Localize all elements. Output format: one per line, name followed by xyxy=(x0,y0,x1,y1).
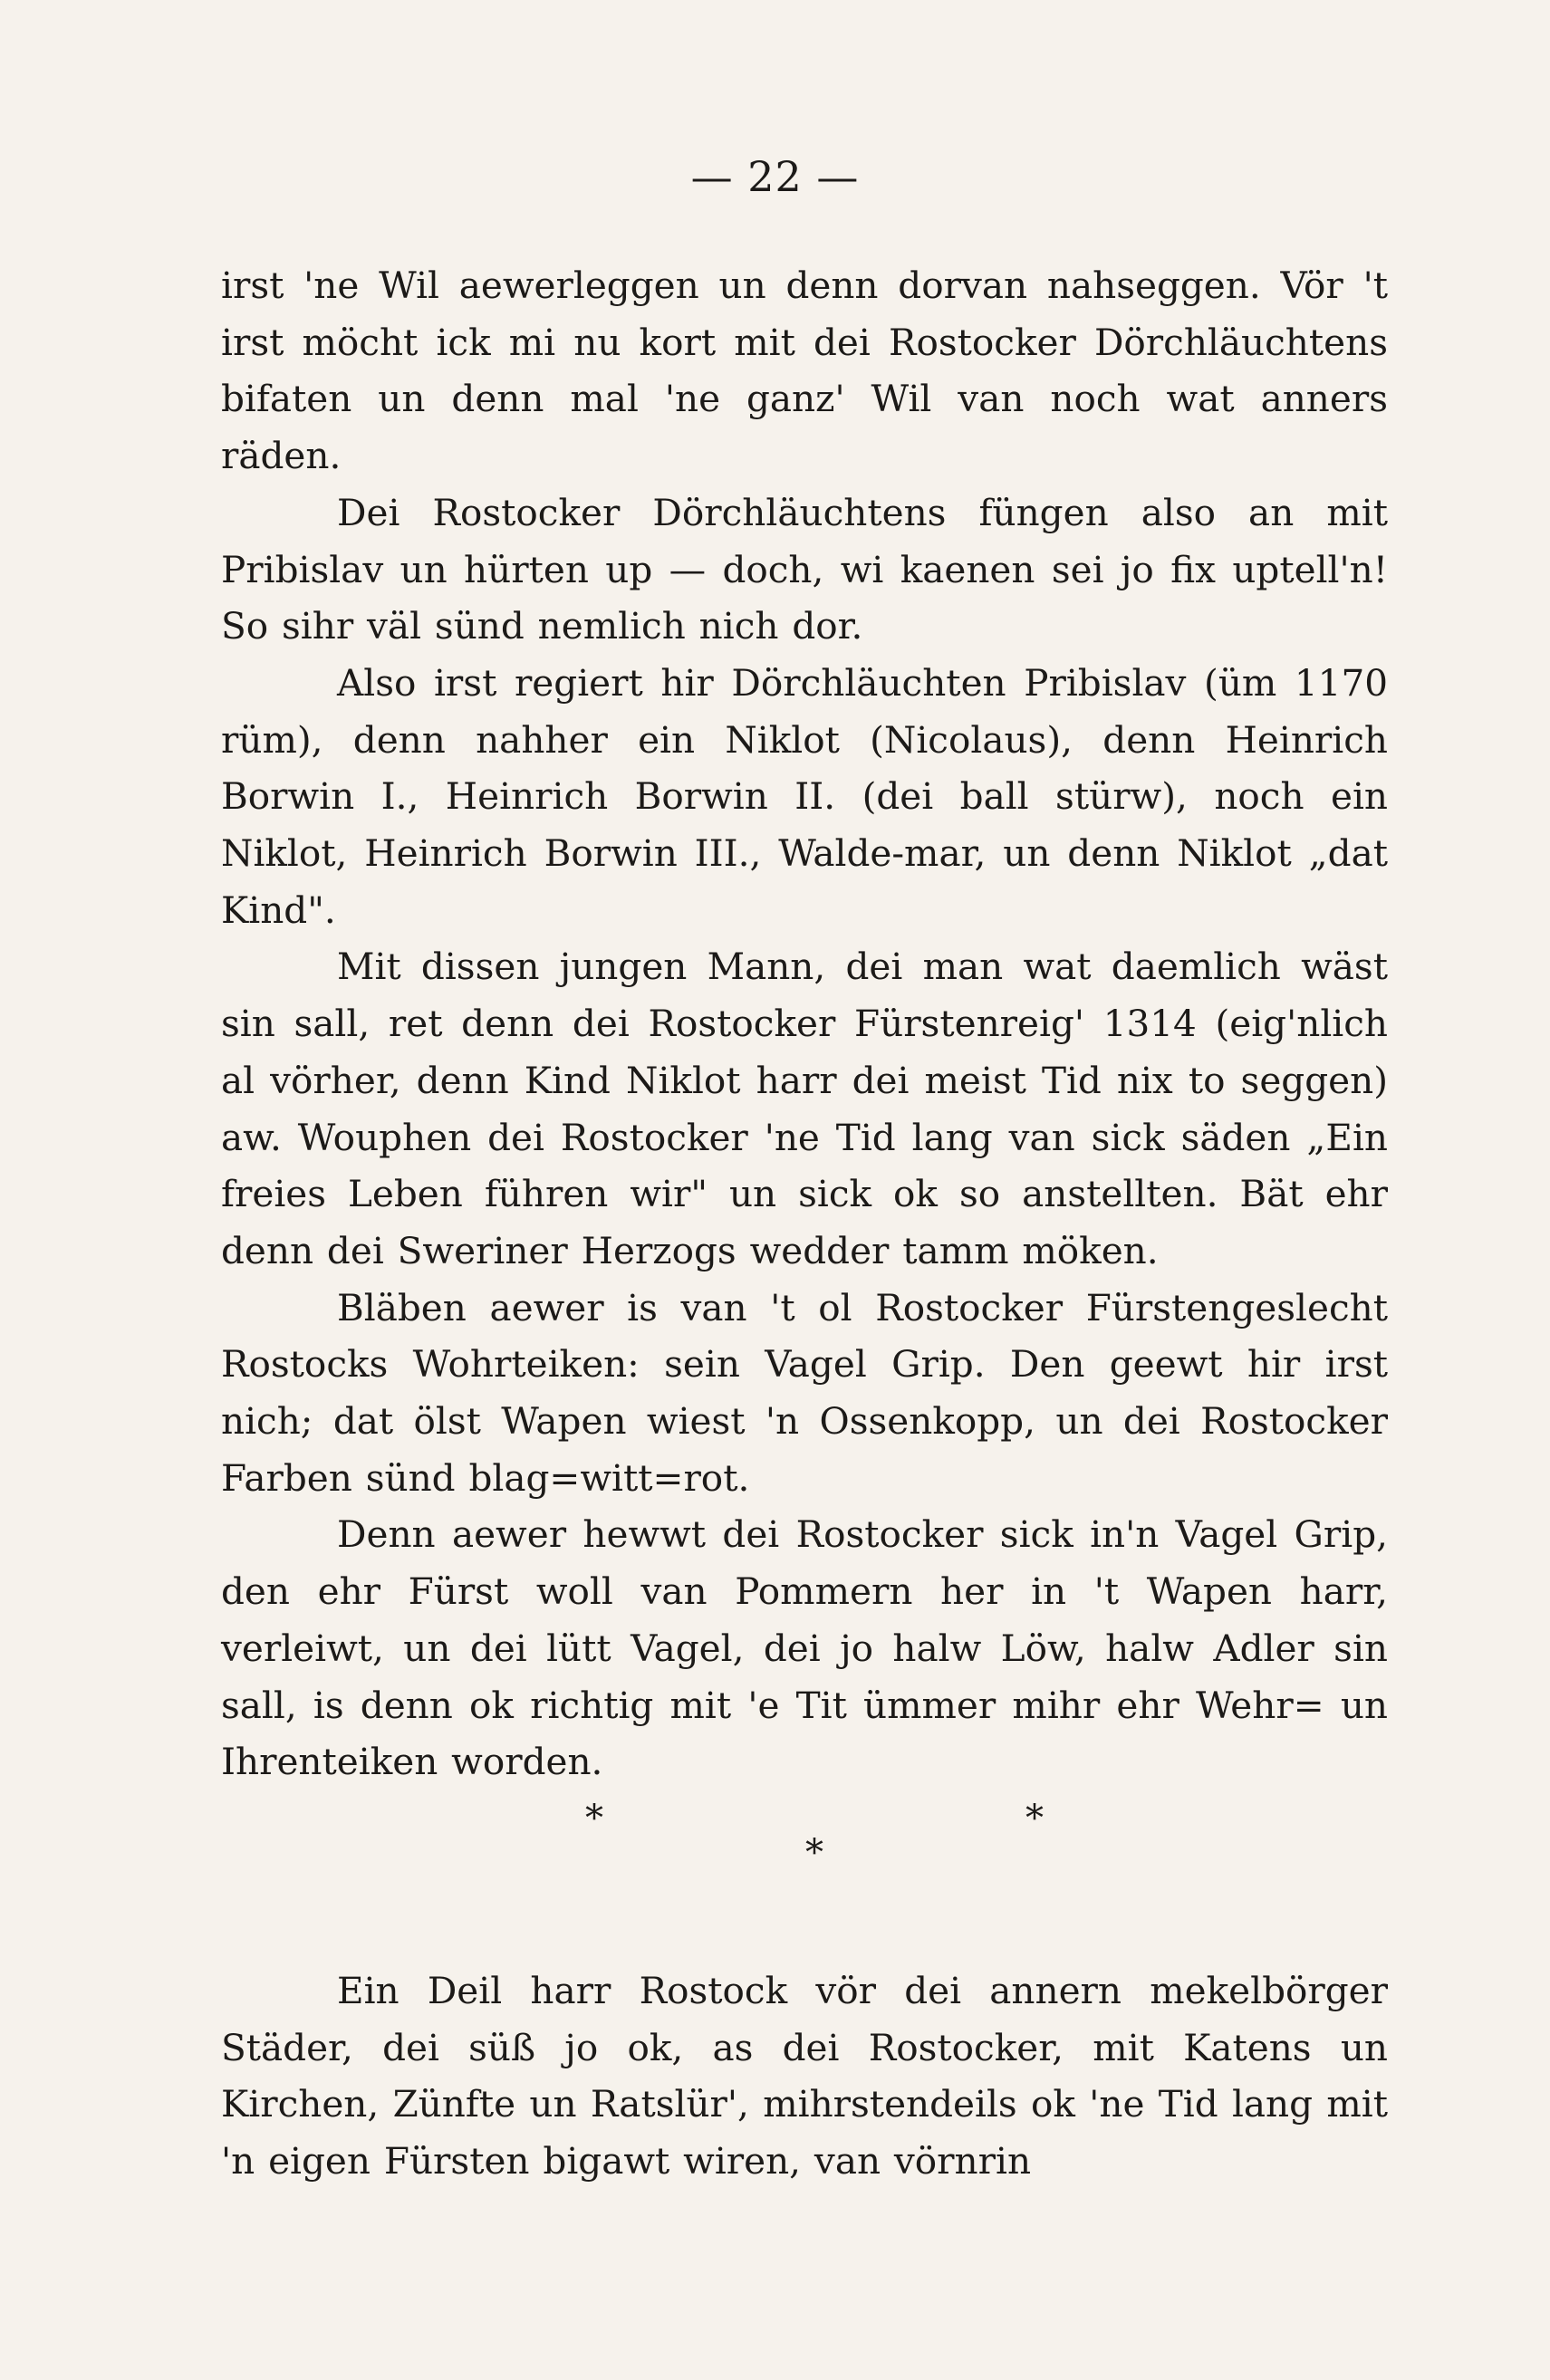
asterisk-left: * xyxy=(585,1797,603,1839)
section-separator xyxy=(221,1790,1388,1963)
paragraph-3: Also irst regiert hir Dörchläuchten Pribislav (üm 1170 rüm), denn nahher ein Niklot (Nicolaus), denn Heinrich Borwin I., Heinrich Borwin II. (dei ball stürw), noch ein Niklot, Heinrich Borwin III., Walde-mar, un denn Niklot „dat Kind". xyxy=(221,660,1388,932)
paragraph-7: Ein Deil harr Rostock vör dei annern mekelbörger Städer, dei süß jo ok, as dei Rostocker, mit Katens un Kirchen, Zünfte un Ratslür', mihrstendeils ok 'ne Tid lang mit 'n eigen Fürsten bigawt wiren, van vörnrin xyxy=(221,1968,1388,2183)
paragraph-6: Denn aewer hewwt dei Rostocker sick in'n Vagel Grip, den ehr Fürst woll van Pommern her in 't Wapen harr, verleiwt, un dei lütt Vagel, dei jo halw Löw, halw Adler sin sall, is denn ok richtig mit 'e Tit ümmer mihr ehr Wehr= un Ihrenteiken worden. xyxy=(221,1512,1388,1784)
page-number: — 22 — xyxy=(690,152,860,201)
paragraph-2: Dei Rostocker Dörchläuchtens füngen also an mit Pribislav un hürten up — doch, wi kaenen sei jo fix uptell'n! So sihr väl sünd nemlich nich dor. xyxy=(221,490,1388,648)
paragraph-4: Mit dissen jungen Mann, dei man wat daemlich wäst sin sall, ret denn dei Rostocker Fürstenreig' 1314 (eig'nlich al vörher, denn Kind Niklot harr dei meist Tid nix to seggen) aw. Wouphen dei Rostocker 'ne Tid lang van sick säden „Ein freies Leben führen wir" un sick ok so anstellten. Bät ehr denn dei Sweriner Herzogs wedder tamm möken. xyxy=(221,945,1388,1272)
paragraph-5: Bläben aewer is van 't ol Rostocker Fürstengeslecht Rostocks Wohrteiken: sein Vagel Grip. Den geewt hir irst nich; dat ölst Wapen wiest 'n Ossenkopp, un dei Rostocker Farben sünd blag=witt=rot. xyxy=(221,1285,1388,1500)
asterisk-middle: * xyxy=(805,1831,823,1874)
body-text xyxy=(221,257,1388,2190)
asterisk-right: * xyxy=(1025,1797,1044,1839)
paragraph-1: irst 'ne Wil aewerleggen un denn dorvan nahseggen. Vör 't irst möcht ick mi nu kort mit dei Rostocker Dörchläuchtens bifaten un denn mal 'ne ganz' Wil van noch wat anners räden. xyxy=(221,264,1388,478)
